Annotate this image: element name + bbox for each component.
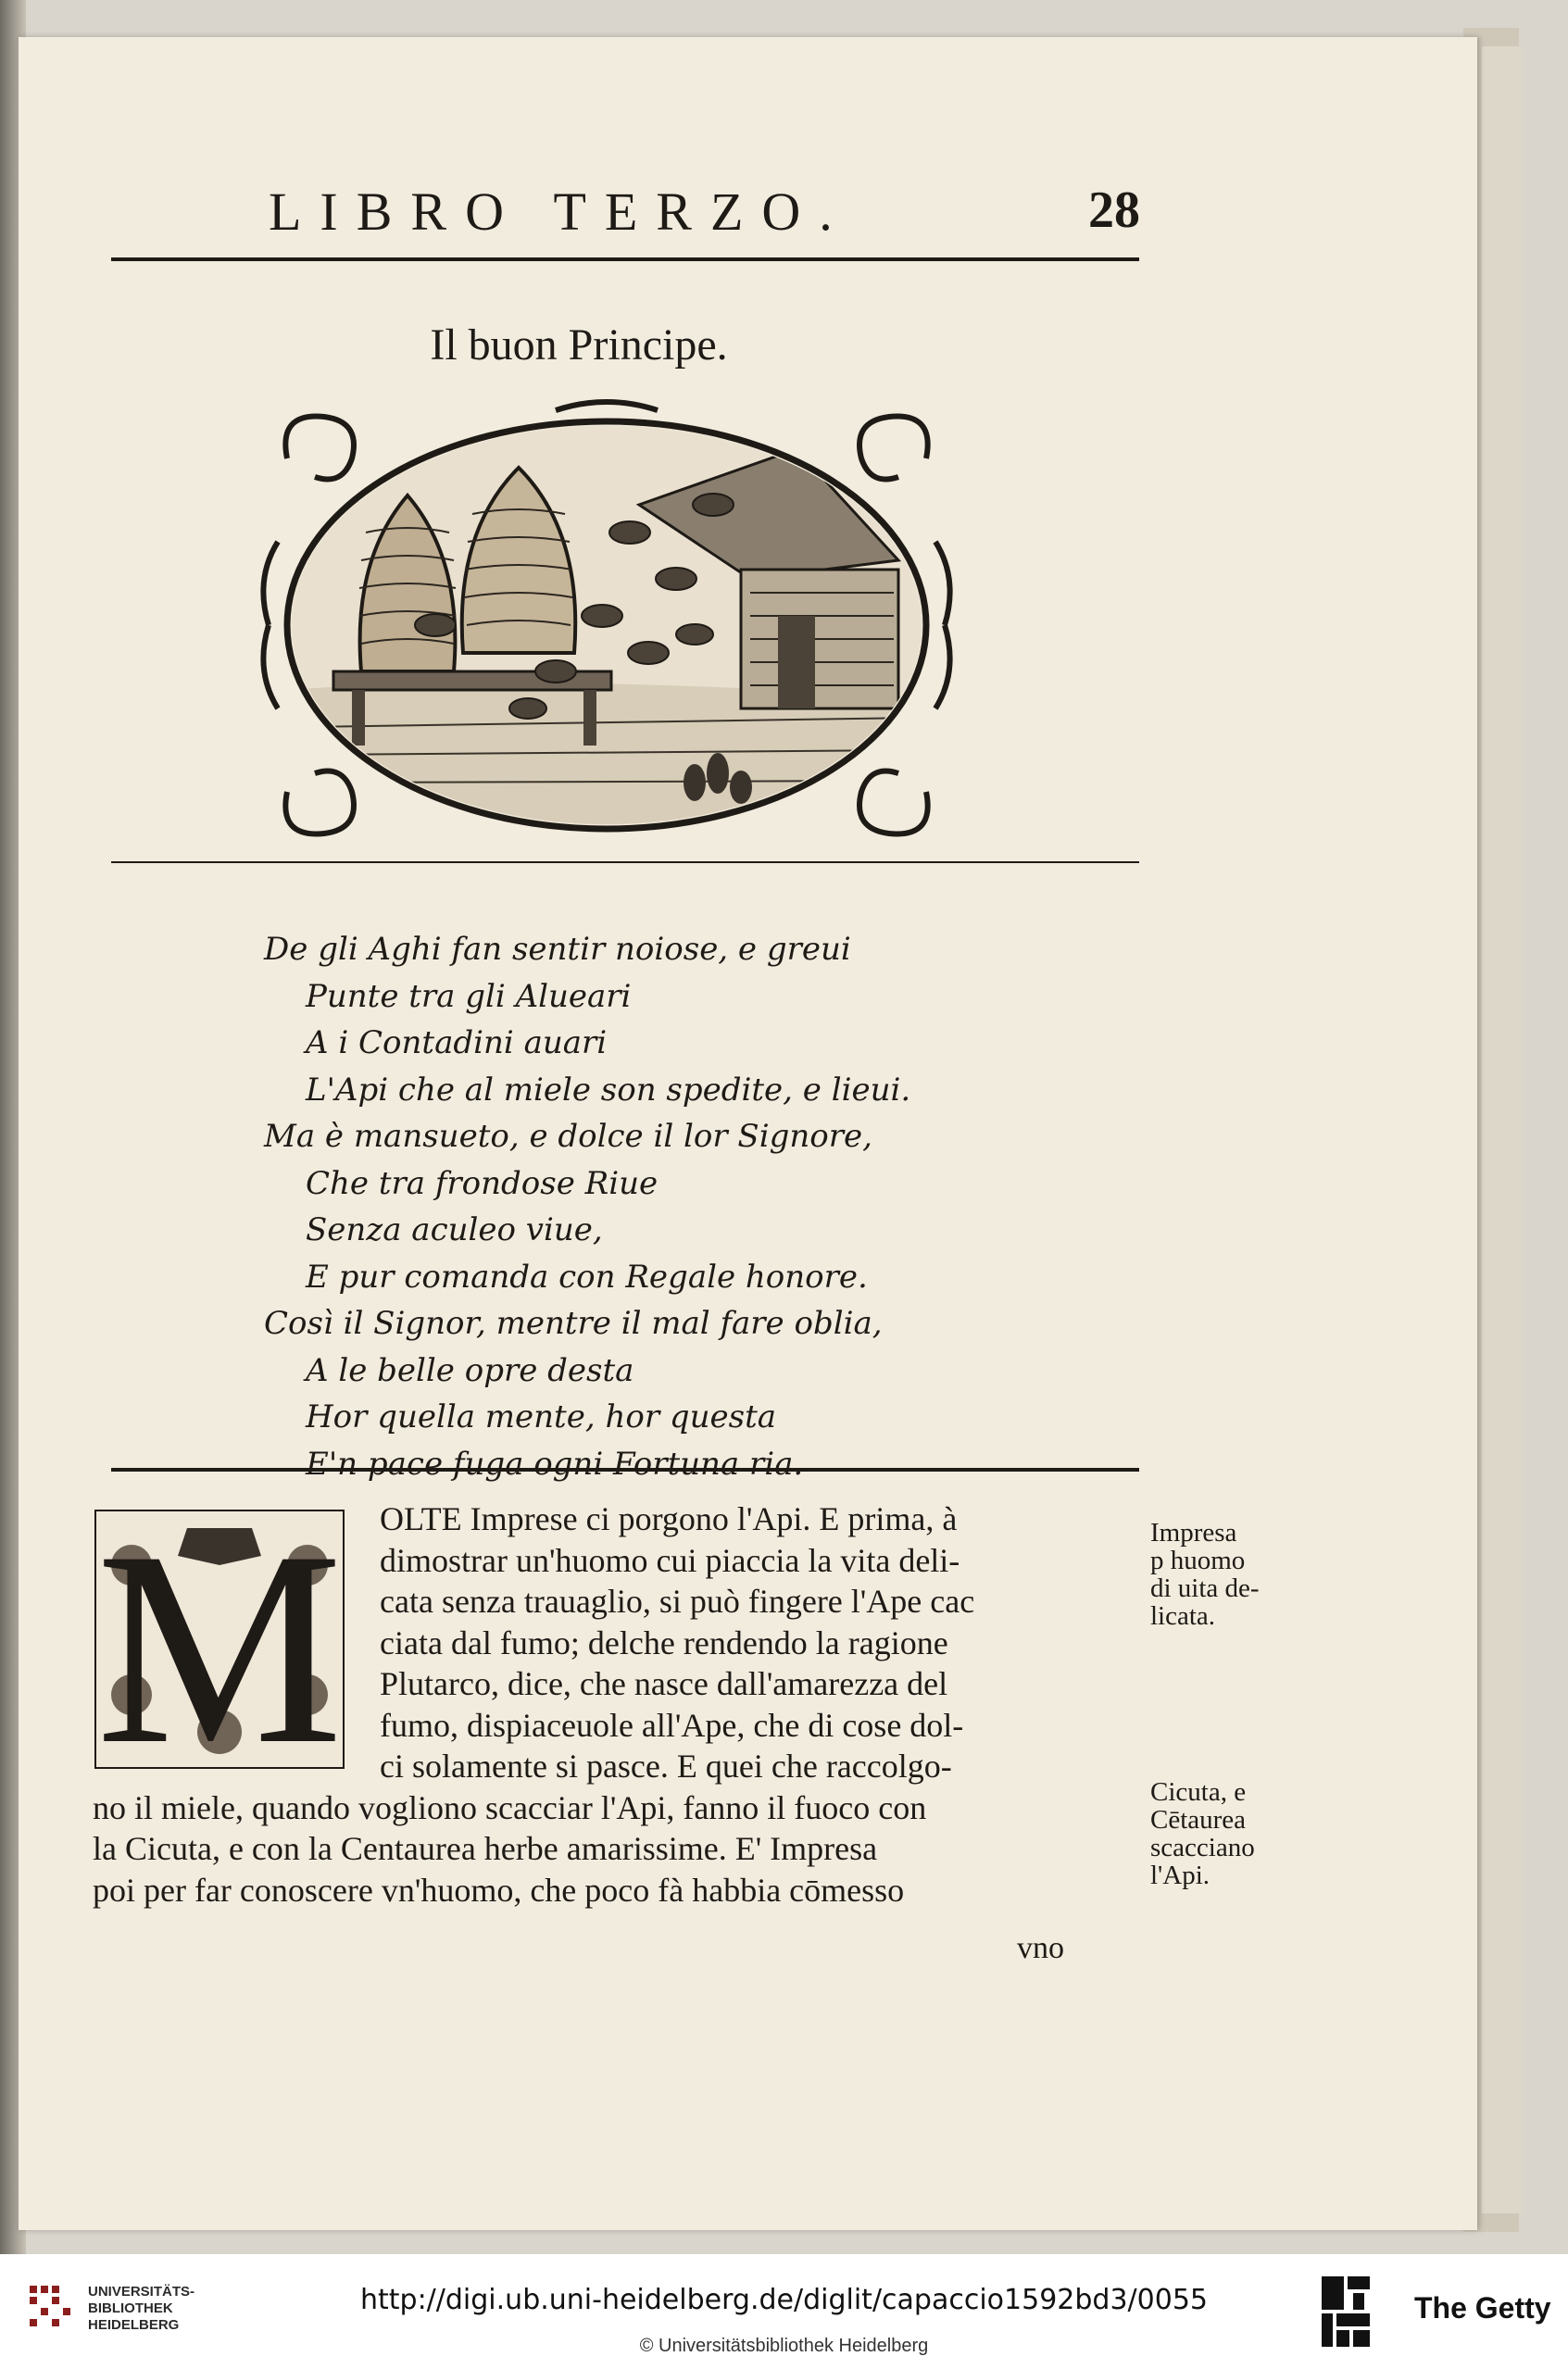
verse-line: Hor quella mente, hor questa: [306, 1398, 777, 1435]
body-line: poi per far conoscere vn'huomo, che poco fà habbia cōmesso: [93, 1871, 905, 1909]
page-number: 28: [1088, 182, 1140, 239]
getty-logo-icon: [1320, 2275, 1372, 2349]
verse-line: L'Api che al miele son spedite, e lieui.: [306, 1071, 911, 1109]
body-line: OLTE Imprese ci porgono l'Api. E prima, à: [380, 1500, 958, 1537]
viewer-footer: [0, 2254, 1568, 2369]
marginal-line: Cētaurea: [1150, 1805, 1247, 1835]
frame-scroll-bottom-left: [285, 771, 354, 834]
body-line: ciata dal fumo; delche rendendo la ragione: [380, 1623, 948, 1661]
verse-line: A i Contadini auari: [306, 1024, 608, 1061]
library-name-line: BIBLIOTHEK: [88, 2300, 173, 2316]
body-line: cata senza trauaglio, si può fingere l'Ape cac: [380, 1583, 975, 1620]
drop-cap-letter: M: [95, 1510, 344, 1769]
marginal-line: Cicuta, e: [1150, 1777, 1247, 1807]
door: [778, 616, 815, 708]
catchword: vno: [1017, 1931, 1064, 1965]
header-rule: [111, 257, 1139, 261]
library-name-line: UNIVERSITÄTS-: [88, 2284, 195, 2300]
copyright-notice: © Universitätsbibliothek Heidelberg: [639, 2336, 929, 2356]
emblem-rule-top: [111, 861, 1139, 863]
frame-scroll-top-right: [859, 417, 928, 480]
verse-line: De gli Aghi fan sentir noiose, e greui: [264, 931, 851, 968]
verse-line: Punte tra gli Alueari: [306, 977, 632, 1015]
frame-scroll-top-left: [285, 417, 354, 480]
emblem-title: Il buon Principe.: [430, 320, 728, 370]
verse-line: E pur comanda con Regale honore.: [306, 1258, 868, 1296]
frame-scroll-bottom-right: [859, 771, 928, 834]
body-line: Plutarco, dice, che nasce dall'amarezza del: [380, 1665, 948, 1702]
body-line: ci solamente si pasce. E quei che raccolgo-: [380, 1748, 952, 1785]
verse-line: Ma è mansueto, e dolce il lor Signore,: [264, 1118, 872, 1155]
verse-line: Così il Signor, mentre il mal fare oblia,: [264, 1305, 883, 1342]
marginal-line: di uita de-: [1150, 1573, 1260, 1603]
verse-line: Che tra frondose Riue: [306, 1164, 659, 1202]
body-line: fumo, dispiaceuole all'Ape, che di cose dol-: [380, 1706, 964, 1744]
verse-line: Senza aculeo viue,: [306, 1211, 603, 1248]
body-line: no il miele, quando vogliono scacciar l'Api, fanno il fuoco con: [93, 1788, 927, 1826]
partner-name: The Getty: [1414, 2291, 1551, 2325]
verse-line: E'n pace fuga ogni Fortuna ria.: [306, 1445, 804, 1483]
beehive-woodcut-illustration: [250, 394, 963, 857]
emblem-rule-bottom: [111, 1468, 1139, 1472]
marginal-line: scacciano: [1150, 1833, 1255, 1862]
marginal-line: licata.: [1150, 1601, 1216, 1631]
body-line: dimostrar un'huomo cui piaccia la vita deli-: [380, 1541, 960, 1579]
book-page: [19, 37, 1477, 2230]
marginal-note-cicuta: [1150, 1778, 1255, 1889]
show-through: [389, 245, 920, 295]
body-paragraph: [93, 1498, 1144, 1911]
marginal-line: l'Api.: [1150, 1861, 1210, 1890]
permalink-url[interactable]: http://digi.ub.uni-heidelberg.de/diglit/capaccio1592bd3/0055: [359, 2284, 1209, 2316]
running-head: LIBRO TERZO.: [269, 182, 851, 242]
marginal-line: p huomo: [1150, 1546, 1246, 1575]
marginal-line: Impresa: [1150, 1518, 1237, 1548]
back-pages-inner: [1482, 46, 1524, 2213]
body-line: la Cicuta, e con la Centaurea herbe amarissime. E' Impresa: [93, 1830, 878, 1867]
library-name-line: HEIDELBERG: [88, 2317, 180, 2333]
marginal-note-impresa: [1150, 1519, 1260, 1630]
verse-line: A le belle opre desta: [306, 1351, 634, 1389]
emblem-verse: [204, 926, 991, 1487]
